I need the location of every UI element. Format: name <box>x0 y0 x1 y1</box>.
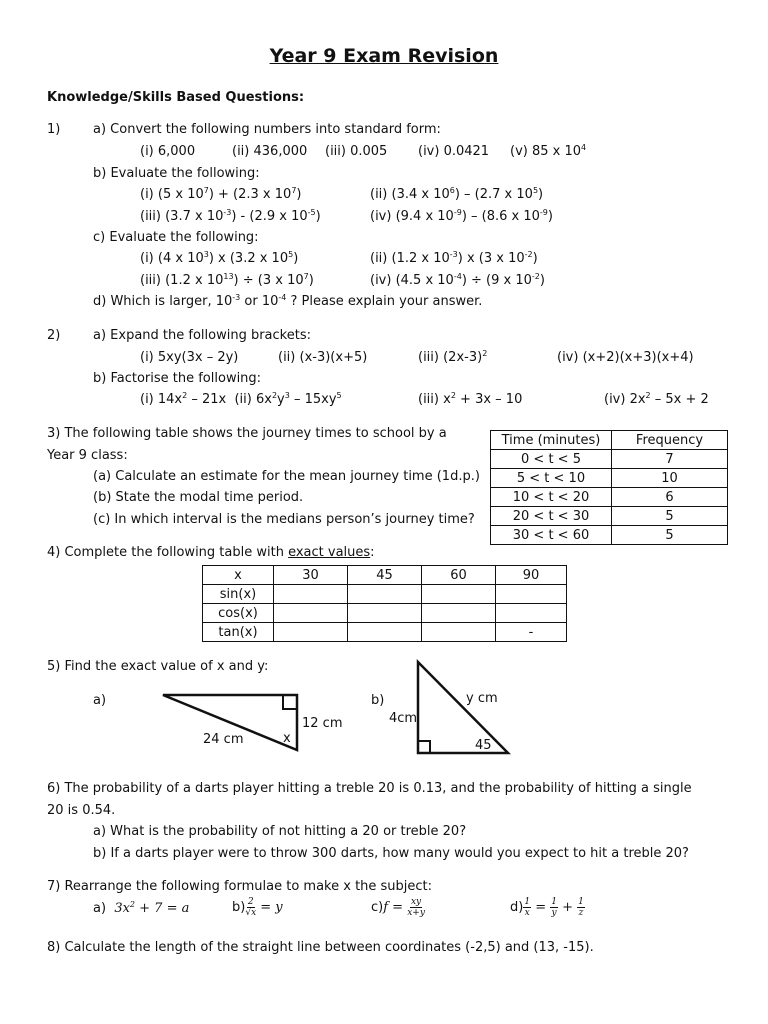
row-label: tan(x) <box>203 623 274 642</box>
q3-part-b: (b) State the modal time period. <box>93 490 304 505</box>
q1a-iv: (iv) 0.0421 <box>418 144 490 159</box>
table-cell: 7 <box>612 450 728 469</box>
q1b-text: b) Evaluate the following: <box>93 166 260 181</box>
q7-b: b) $\frac{2}{√x}$ = y <box>232 897 283 918</box>
q2b-iv: (iv) $2x^2 - 5x + 2$ <box>604 391 709 407</box>
table-header: 60 <box>422 566 496 585</box>
q5a-label: a) <box>93 693 107 708</box>
table-cell: 10 < t < 20 <box>491 488 612 507</box>
table-header: x <box>203 566 274 585</box>
q6-line-2: 20 is 0.54. <box>47 803 116 818</box>
q4-text: 4) Complete the following table with exact values: <box>47 545 375 560</box>
table-cell: 5 <box>612 526 728 545</box>
section-heading: Knowledge/Skills Based Questions: <box>47 90 305 105</box>
right-angle-marker-b <box>418 741 430 753</box>
triangle-a-angle-x: x <box>283 731 291 746</box>
q1b-i: (i) (5 x $10^7) + (2.3$ x $10^7$) <box>140 186 302 202</box>
q8-text: 8) Calculate the length of the straight line between coordinates (-2,5) and (13, -15). <box>47 940 594 955</box>
q2a-i: (i) 5xy(3x – 2y) <box>140 350 239 365</box>
q1c-iii: (iii) (1.2 x $10^{13}) \div (3$ x $10^7$) <box>140 272 314 288</box>
q1b-iv: (iv) (9.4 x $10^{-9}) - (8.6$ x $10^{-9}$) <box>370 208 553 224</box>
q3-part-a: (a) Calculate an estimate for the mean journey time (1d.p.) <box>93 469 480 484</box>
q1c-iv: (iv) (4.5 x $10^{-4}) \div (9$ x $10^{-2}$) <box>370 272 545 288</box>
q2b-iii: (iii) $x^2 + 3x - 10$ <box>418 391 523 407</box>
triangle-b-shape <box>418 662 508 753</box>
q2a-iii: (iii) $(2x-3)^2$ <box>418 349 488 365</box>
q1b-ii: (ii) (3.4 x $10^6) - (2.7$ x $10^5$) <box>370 186 544 202</box>
triangle-a-side-12: 12 cm <box>302 716 343 731</box>
q1b-iii: (iii) (3.7 x $10^{-3}) - (2.9$ x $10^{-5}$) <box>140 208 321 224</box>
q1c-ii: (ii) (1.2 x $10^{-3}$) x (3 x $10^{-2}$) <box>370 250 538 266</box>
table-cell: 5 <box>612 507 728 526</box>
q1a-v: (v) 85 x $10^4$ <box>510 143 587 159</box>
q7-c: c)f = $\frac{xy}{x+y}$ <box>371 897 425 918</box>
table-header: 30 <box>274 566 348 585</box>
q2b-i: (i) $14x^2 - 21x$ (ii) $6x^2y^3 - 15xy^5$ <box>140 391 342 407</box>
q1a-iii: (iii) 0.005 <box>325 144 388 159</box>
q5-text: 5) Find the exact value of x and y: <box>47 659 269 674</box>
q2b-text: b) Factorise the following: <box>93 371 262 386</box>
q1a-text: a) Convert the following numbers into standard form: <box>93 122 441 137</box>
q1a-i: (i) 6,000 <box>140 144 196 159</box>
table-header: Frequency <box>612 431 728 450</box>
table-cell: 10 <box>612 469 728 488</box>
triangle-b-angle-45: 45 <box>475 738 492 753</box>
q2a-iv: (iv) (x+2)(x+3)(x+4) <box>557 350 694 365</box>
q1-number: 1) <box>47 122 61 137</box>
q1d-text: d) Which is larger, $10^{-3}$ or $10^{-4}$ ? Please explain your answer. <box>93 293 483 309</box>
q2-number: 2) <box>47 328 61 343</box>
right-angle-marker-a <box>283 695 297 709</box>
q7-text: 7) Rearrange the following formulae to make x the subject: <box>47 879 433 894</box>
table-cell: - <box>496 623 567 642</box>
q6-part-b: b) If a darts player were to throw 300 darts, how many would you expect to hit a treble 20? <box>93 846 689 861</box>
triangle-a-side-24: 24 cm <box>203 732 244 747</box>
q6-part-a: a) What is the probability of not hitting a 20 or treble 20? <box>93 824 467 839</box>
table-cell: 5 < t < 10 <box>491 469 612 488</box>
row-label: cos(x) <box>203 604 274 623</box>
q1c-i: (i) (4 x $10^3$) x (3.2 x $10^5$) <box>140 250 299 266</box>
q3-line-2: Year 9 class: <box>47 448 128 463</box>
q7-a: a) $3x^2 + 7 = a$ <box>93 900 190 916</box>
q1a-ii: (ii) 436,000 <box>232 144 308 159</box>
q2a-text: a) Expand the following brackets: <box>93 328 311 343</box>
table-cell: 20 < t < 30 <box>491 507 612 526</box>
q1c-text: c) Evaluate the following: <box>93 230 259 245</box>
q2a-ii: (ii) (x-3)(x+5) <box>278 350 368 365</box>
triangle-b-side-y: y cm <box>466 691 498 706</box>
page-title: Year 9 Exam Revision <box>269 45 499 67</box>
triangle-b-side-4: 4cm <box>389 711 418 726</box>
table-cell: 6 <box>612 488 728 507</box>
table-header: Time (minutes) <box>491 431 612 450</box>
q7-d: d) $\frac{1}{x}$ = $\frac{1}{y}$ + $\frac{1}{z}$ <box>510 897 584 918</box>
table-cell: 30 < t < 60 <box>491 526 612 545</box>
row-label: sin(x) <box>203 585 274 604</box>
table-cell: 0 < t < 5 <box>491 450 612 469</box>
q5b-label: b) <box>371 693 385 708</box>
q3-line-1: 3) The following table shows the journey times to school by a <box>47 426 447 441</box>
q6-line-1: 6) The probability of a darts player hitting a treble 20 is 0.13, and the probability of hitting a single <box>47 781 692 796</box>
table-header: 90 <box>496 566 567 585</box>
q3-part-c: (c) In which interval is the medians person’s journey time? <box>93 512 475 527</box>
table-header: 45 <box>348 566 422 585</box>
